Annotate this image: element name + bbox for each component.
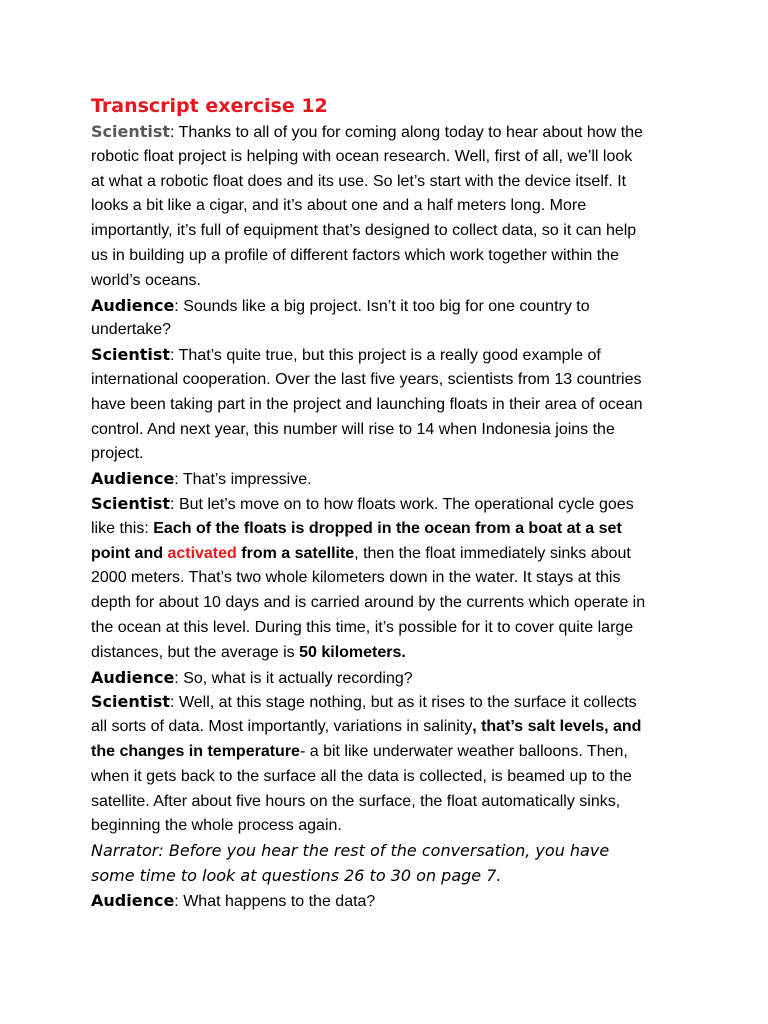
text-line: have been taking part in the project and launching floats in their area of ocean bbox=[91, 395, 643, 413]
scientist-paragraph-2 bbox=[91, 343, 691, 467]
text-line: the ocean at this level. During this time, it’s possible for it to cover quite large bbox=[91, 618, 634, 636]
text-line: control. And next year, this number will rise to 14 when Indonesia joins the bbox=[91, 420, 615, 438]
audience-paragraph-4 bbox=[91, 889, 691, 914]
paragraph-text: : Thanks to all of you for coming along today to hear about how the bbox=[170, 124, 643, 141]
text-line: looks a bit like a cigar, and it’s about one and a half meters long. More bbox=[91, 197, 587, 215]
paragraph-text: : But let’s move on to how floats work. The operational cycle goes bbox=[170, 495, 634, 513]
bold-text: 50 kilometers. bbox=[299, 643, 406, 661]
speaker-label-audience: Audience bbox=[91, 295, 175, 315]
narrator-note bbox=[91, 839, 691, 889]
text-line: importantly, it’s full of equipment that’s designed to collect data, so it can help bbox=[91, 222, 637, 240]
text-line bbox=[91, 690, 691, 715]
text-line: 2000 meters. That’s two whole kilometers down in the water. It stays at this bbox=[91, 569, 621, 587]
paragraph-text: all sorts of data. Most importantly, variations in salinity bbox=[91, 718, 473, 736]
paragraph-text: : That’s impressive. bbox=[174, 471, 312, 489]
bold-text: point and bbox=[91, 544, 168, 562]
text-line: depth for about 10 days and is carried around by the currents which operate in bbox=[91, 594, 646, 612]
text-line bbox=[91, 641, 691, 666]
text-line: some time to look at questions 26 to 30 on page 7. bbox=[91, 865, 502, 885]
text-line: satellite. After about five hours on the surface, the float automatically sinks, bbox=[91, 792, 621, 810]
paragraph-text: - a bit like underwater weather balloons. Then, bbox=[299, 742, 628, 760]
text-line: beginning the whole process again. bbox=[91, 817, 342, 835]
paragraph-text: : Sounds like a big project. Isn’t it too big for one country to bbox=[174, 297, 590, 315]
audience-paragraph-3 bbox=[91, 666, 691, 691]
text-line: world’s oceans. bbox=[91, 271, 201, 289]
paragraph-text: like this: bbox=[91, 519, 154, 537]
speaker-label-audience: Audience bbox=[91, 469, 175, 489]
text-line: undertake? bbox=[91, 321, 172, 339]
text-line: robotic float project is helping with ocean research. Well, first of all, we’ll look bbox=[91, 147, 633, 165]
paragraph-text: , then the float immediately sinks about bbox=[354, 544, 631, 562]
text-line bbox=[91, 666, 691, 691]
transcript-page bbox=[91, 93, 691, 914]
bold-text: , that’s salt levels, and bbox=[472, 718, 642, 736]
scientist-paragraph-4 bbox=[91, 690, 691, 839]
speaker-label-scientist: Scientist bbox=[91, 122, 171, 141]
text-line bbox=[91, 343, 691, 368]
scientist-paragraph-3 bbox=[91, 492, 691, 666]
speaker-label-scientist: Scientist bbox=[91, 345, 171, 365]
text-line bbox=[91, 542, 691, 567]
speaker-label-scientist: Scientist bbox=[91, 493, 171, 513]
text-line bbox=[91, 120, 691, 145]
text-line bbox=[91, 517, 691, 542]
text-line bbox=[91, 467, 691, 492]
scientist-paragraph-1 bbox=[91, 120, 691, 294]
text-line bbox=[91, 740, 691, 765]
speaker-label-scientist: Scientist bbox=[91, 692, 171, 712]
text-line bbox=[91, 889, 691, 914]
highlighted-word: activated bbox=[167, 544, 237, 562]
text-line: international cooperation. Over the last five years, scientists from 13 countries bbox=[91, 370, 642, 388]
bold-text: the changes in temperature bbox=[91, 742, 300, 760]
audience-paragraph-1 bbox=[91, 294, 691, 344]
paragraph-text: : That’s quite true, but this project is a really good example of bbox=[170, 347, 601, 365]
audience-paragraph-2 bbox=[91, 467, 691, 492]
bold-text: from a satellite bbox=[236, 544, 355, 562]
document-title: Transcript exercise 12 bbox=[91, 95, 328, 117]
paragraph-text: : So, what is it actually recording? bbox=[174, 669, 413, 687]
text-line bbox=[91, 294, 691, 319]
text-line: Narrator: Before you hear the rest of the conversation, you have bbox=[91, 841, 610, 861]
text-line bbox=[91, 492, 691, 517]
speaker-label-audience: Audience bbox=[91, 890, 175, 910]
bold-text: Each of the floats is dropped in the ocean from a boat at a set bbox=[153, 519, 622, 537]
speaker-label-audience: Audience bbox=[91, 667, 175, 687]
text-line: us in building up a profile of different factors which work together within the bbox=[91, 246, 619, 264]
paragraph-text: : What happens to the data? bbox=[174, 892, 376, 910]
paragraph-text: : Well, at this stage nothing, but as it rises to the surface it collects bbox=[170, 694, 637, 712]
paragraph-text: distances, but the average is bbox=[91, 643, 300, 661]
text-line: project. bbox=[91, 445, 144, 463]
text-line: when it gets back to the surface all the data is collected, is beamed up to the bbox=[91, 767, 632, 785]
text-line: at what a robotic float does and its use. So let’s start with the device itself. It bbox=[91, 172, 627, 190]
text-line bbox=[91, 715, 691, 740]
